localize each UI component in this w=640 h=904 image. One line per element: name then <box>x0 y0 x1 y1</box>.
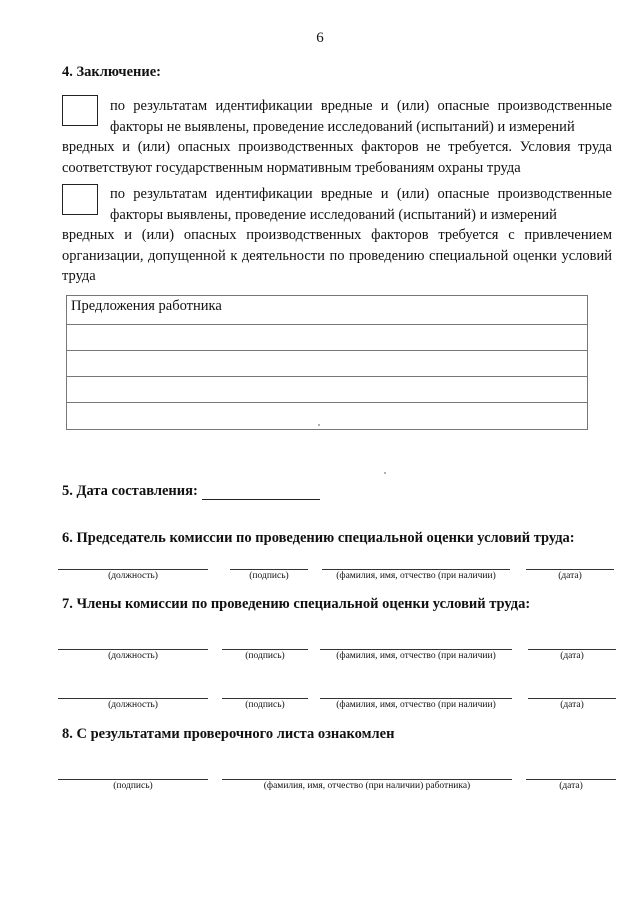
member-1-signature-line[interactable] <box>222 649 308 672</box>
caption-signature: (подпись) <box>245 700 285 710</box>
compilation-date-field[interactable] <box>202 485 320 500</box>
section-5-title <box>62 483 320 500</box>
acquainted-worker-name-line[interactable] <box>222 779 512 802</box>
member-2-position-line[interactable] <box>58 698 208 721</box>
option-factors-not-found-text <box>62 96 612 178</box>
caption-signature: (подпись) <box>249 571 289 581</box>
acquainted-signature-line[interactable] <box>58 779 208 802</box>
proposals-header: Предложения работника <box>67 296 587 325</box>
caption-position: (должность) <box>108 571 158 581</box>
proposals-row-1[interactable] <box>67 325 587 351</box>
member-2-signature-line[interactable] <box>222 698 308 721</box>
caption-full-name: (фамилия, имя, отчество (при наличии) <box>336 651 496 661</box>
member-2-date-line[interactable] <box>528 698 616 721</box>
option-2-first-lines: по результатам идентификации вредные и (или) опасные производственные факторы выявлены, проведение исследований (испытаний) и измерений <box>110 186 612 223</box>
caption-full-name: (фамилия, имя, отчество (при наличии) <box>336 571 496 581</box>
scan-speck <box>384 472 386 474</box>
chairman-signature-line[interactable] <box>230 569 308 592</box>
section-7-title: 7. Члены комиссии по проведению специальной оценки условий труда: <box>62 596 531 612</box>
section-4-title: 4. Заключение: <box>62 64 162 80</box>
caption-date: (дата) <box>559 781 583 791</box>
caption-date: (дата) <box>560 700 584 710</box>
chairman-position-line[interactable] <box>58 569 208 592</box>
worker-proposals-table <box>66 295 588 430</box>
scan-speck <box>318 424 320 426</box>
caption-signature: (подпись) <box>245 651 285 661</box>
section-6-title: 6. Председатель комиссии по проведению специальной оценки условий труда: <box>62 530 575 546</box>
chairman-name-line[interactable] <box>322 569 510 592</box>
option-factors-found-text <box>62 184 612 287</box>
caption-signature: (подпись) <box>113 781 153 791</box>
caption-position: (должность) <box>108 700 158 710</box>
member-1-name-line[interactable] <box>320 649 512 672</box>
page-number: 6 <box>316 30 324 46</box>
member-1-position-line[interactable] <box>58 649 208 672</box>
caption-worker-full-name: (фамилия, имя, отчество (при наличии) работника) <box>263 781 471 791</box>
compilation-date-label: 5. Дата составления: <box>62 483 198 499</box>
section-8-title: 8. С результатами проверочного листа ознакомлен <box>62 726 395 742</box>
member-2-name-line[interactable] <box>320 698 512 721</box>
caption-full-name: (фамилия, имя, отчество (при наличии) <box>336 700 496 710</box>
option-2-rest: вредных и (или) опасных производственных факторов требуется с привлечением организации, допущенной к деятельности по проведению специальной оценки условий труда <box>62 227 612 284</box>
proposals-row-3[interactable] <box>67 377 587 403</box>
chairman-date-line[interactable] <box>526 569 614 592</box>
option-1-rest: вредных и (или) опасных производственных факторов не требуется. Условия труда соответствуют государственным нормативным требованиям охраны труда <box>62 139 612 176</box>
acquainted-date-line[interactable] <box>526 779 616 802</box>
caption-date: (дата) <box>558 571 582 581</box>
option-1-first-lines: по результатам идентификации вредные и (или) опасные производственные факторы не выявлены, проведение исследований (испытаний) и измерений <box>110 98 612 135</box>
caption-position: (должность) <box>108 651 158 661</box>
caption-date: (дата) <box>560 651 584 661</box>
proposals-row-2[interactable] <box>67 351 587 377</box>
proposals-row-4[interactable] <box>67 403 587 429</box>
member-1-date-line[interactable] <box>528 649 616 672</box>
